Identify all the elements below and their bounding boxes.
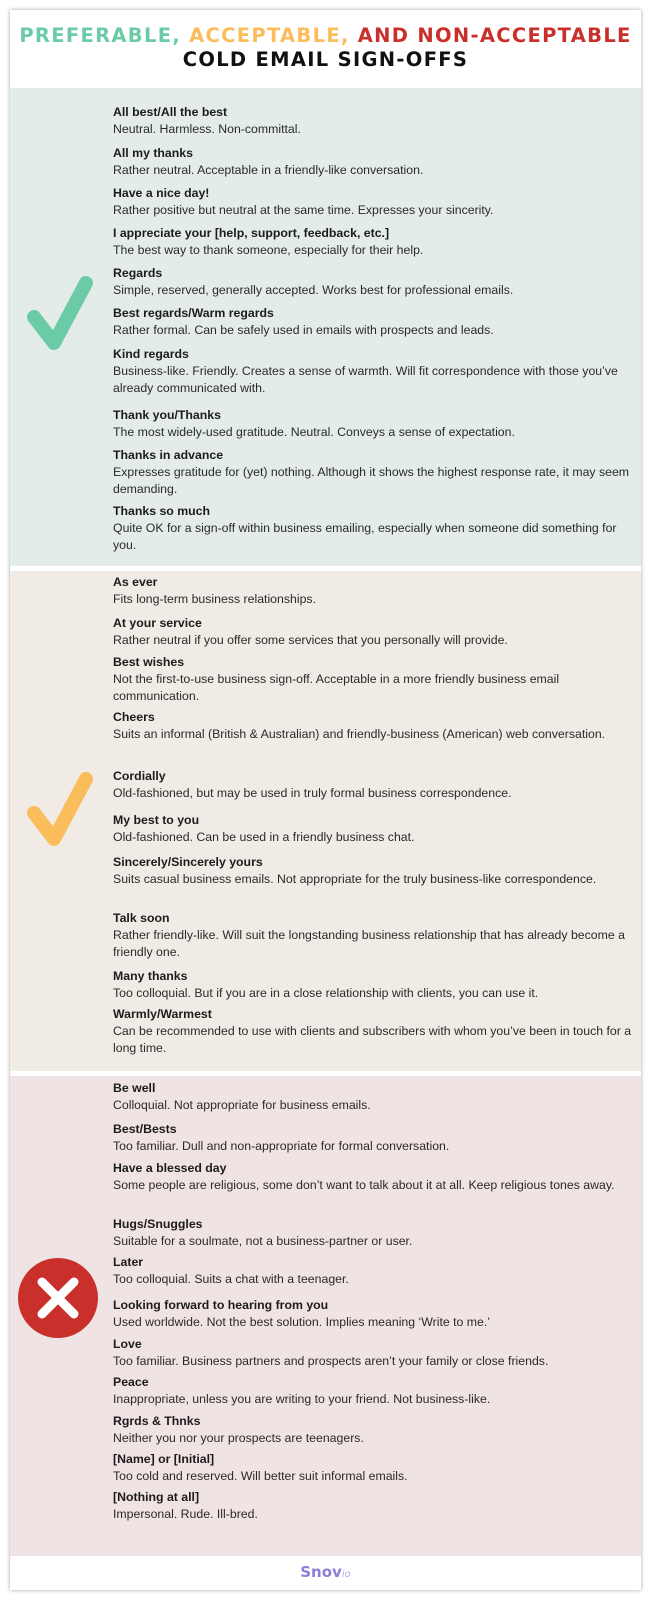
item-description: Too colloquial. But if you are in a close relationship with clients, you can use it. xyxy=(113,986,539,1000)
list-item xyxy=(113,709,633,743)
item-description: Inappropriate, unless you are writing to your friend. Not business-like. xyxy=(113,1392,491,1406)
item-title: Have a blessed day xyxy=(113,1161,227,1175)
list-item xyxy=(113,768,633,802)
list-item xyxy=(113,615,633,649)
page-title: COLD EMAIL SIGN-OFFS xyxy=(182,48,469,71)
header xyxy=(10,10,641,88)
item-description: Suitable for a soulmate, not a business-partner or user. xyxy=(113,1234,413,1248)
item-description: Rather friendly-like. Will suit the longstanding business relationship that has already become a friendly one. xyxy=(113,928,625,959)
list-item xyxy=(113,346,633,397)
item-title: Best/Bests xyxy=(113,1122,177,1136)
list-item xyxy=(113,574,633,608)
item-title: Many thanks xyxy=(113,969,188,983)
footer xyxy=(10,1556,641,1590)
list-item xyxy=(113,1006,633,1057)
item-description: Quite OK for a sign-off within business emailing, especially when someone did something for you. xyxy=(113,521,617,552)
list-item xyxy=(113,812,633,846)
title-non-acceptable: AND NON-ACCEPTABLE xyxy=(357,24,632,47)
item-description: Used worldwide. Not the best solution. Implies meaning ‘Write to me.’ xyxy=(113,1315,491,1329)
item-title: Best regards/Warm regards xyxy=(113,306,274,320)
item-title: Have a nice day! xyxy=(113,186,210,200)
item-description: The best way to thank someone, especially for their help. xyxy=(113,243,424,257)
infographic-frame xyxy=(10,10,641,1590)
list-item xyxy=(113,1216,633,1250)
list-item xyxy=(113,910,633,961)
item-title: Kind regards xyxy=(113,347,189,361)
item-description: Suits an informal (British & Australian) and friendly-business (American) web conversation. xyxy=(113,727,606,741)
item-title: Warmly/Warmest xyxy=(113,1007,212,1021)
item-description: Rather positive but neutral at the same time. Expresses your sincerity. xyxy=(113,203,494,217)
list-item xyxy=(113,1374,633,1408)
item-title: Talk soon xyxy=(113,911,170,925)
item-title: Rgrds & Thnks xyxy=(113,1414,201,1428)
item-description: Some people are religious, some don’t want to talk about it at all. Keep religious tones away. xyxy=(113,1178,615,1192)
list-item xyxy=(113,305,633,339)
list-item xyxy=(113,1160,633,1194)
item-description: Neutral. Harmless. Non-committal. xyxy=(113,122,301,136)
list-item xyxy=(113,265,633,299)
item-description: Expresses gratitude for (yet) nothing. Although it shows the highest response rate, it may seem demanding. xyxy=(113,465,630,496)
list-item xyxy=(113,1254,633,1288)
item-title: Cordially xyxy=(113,769,166,783)
logo-main-text: Snov xyxy=(300,1563,342,1581)
item-title: Looking forward to hearing from you xyxy=(113,1298,329,1312)
item-title: Thank you/Thanks xyxy=(113,408,221,422)
item-title: [Name] or [Initial] xyxy=(113,1452,215,1466)
green-checkmark-icon xyxy=(24,273,96,355)
list-item xyxy=(113,104,633,138)
item-description: Rather neutral if you offer some services that you personally will provide. xyxy=(113,633,508,647)
item-description: Impersonal. Rude. Ill-bred. xyxy=(113,1507,258,1521)
list-item xyxy=(113,654,633,705)
item-description: Not the first-to-use business sign-off. Acceptable in a more friendly business email communication. xyxy=(113,672,560,703)
item-description: Suits casual business emails. Not appropriate for the truly business-like correspondence. xyxy=(113,872,597,886)
item-description: Business-like. Friendly. Creates a sense of warmth. Will fit correspondence with those you’ve already communicated with. xyxy=(113,364,618,395)
item-title: I appreciate your [help, support, feedback, etc.] xyxy=(113,226,390,240)
snovio-logo xyxy=(10,1563,641,1581)
list-item xyxy=(113,503,633,554)
list-item xyxy=(113,968,633,1002)
preferable-section xyxy=(10,88,641,566)
title-preferable: PREFERABLE, xyxy=(19,24,182,47)
title-acceptable: ACCEPTABLE, xyxy=(189,24,350,47)
item-title: [Nothing at all] xyxy=(113,1490,200,1504)
red-cross-icon xyxy=(18,1258,98,1338)
list-item xyxy=(113,1080,633,1114)
list-item xyxy=(113,447,633,498)
list-item xyxy=(113,407,633,441)
item-description: Can be recommended to use with clients and subscribers with whom you’ve been in touch for a long time. xyxy=(113,1024,632,1055)
item-description: Too cold and reserved. Will better suit informal emails. xyxy=(113,1469,408,1483)
non-acceptable-section xyxy=(10,1076,641,1556)
item-title: Thanks in advance xyxy=(113,448,224,462)
list-item xyxy=(113,145,633,179)
item-description: Neither you nor your prospects are teenagers. xyxy=(113,1431,364,1445)
item-description: Rather formal. Can be safely used in emails with prospects and leads. xyxy=(113,323,494,337)
list-item xyxy=(113,1121,633,1155)
logo-suffix-text: io xyxy=(341,1569,351,1580)
item-title: Peace xyxy=(113,1375,149,1389)
list-item xyxy=(113,1413,633,1447)
item-title: Be well xyxy=(113,1081,156,1095)
item-description: The most widely-used gratitude. Neutral. Conveys a sense of expectation. xyxy=(113,425,515,439)
item-title: Later xyxy=(113,1255,144,1269)
item-title: My best to you xyxy=(113,813,200,827)
item-description: Rather neutral. Acceptable in a friendly-like conversation. xyxy=(113,163,424,177)
item-title: Best wishes xyxy=(113,655,185,669)
item-title: Regards xyxy=(113,266,163,280)
title-line-1 xyxy=(10,24,641,47)
list-item xyxy=(113,854,633,888)
list-item xyxy=(113,1336,633,1370)
item-title: Sincerely/Sincerely yours xyxy=(113,855,263,869)
orange-checkmark-icon xyxy=(24,769,96,851)
item-title: Love xyxy=(113,1337,142,1351)
list-item xyxy=(113,1451,633,1485)
list-item xyxy=(113,1489,633,1523)
item-description: Simple, reserved, generally accepted. Works best for professional emails. xyxy=(113,283,514,297)
item-description: Old-fashioned, but may be used in truly formal business correspondence. xyxy=(113,786,512,800)
item-description: Fits long-term business relationships. xyxy=(113,592,316,606)
item-description: Too familiar. Business partners and prospects aren’t your family or close friends. xyxy=(113,1354,549,1368)
item-description: Old-fashioned. Can be used in a friendly business chat. xyxy=(113,830,415,844)
item-description: Too familiar. Dull and non-appropriate for formal conversation. xyxy=(113,1139,450,1153)
list-item xyxy=(113,1297,633,1331)
item-description: Colloquial. Not appropriate for business emails. xyxy=(113,1098,371,1112)
item-description: Too colloquial. Suits a chat with a teenager. xyxy=(113,1272,349,1286)
item-title: All my thanks xyxy=(113,146,193,160)
item-title: As ever xyxy=(113,575,158,589)
item-title: Thanks so much xyxy=(113,504,211,518)
item-title: At your service xyxy=(113,616,202,630)
list-item xyxy=(113,185,633,219)
item-title: All best/All the best xyxy=(113,105,228,119)
list-item xyxy=(113,225,633,259)
acceptable-section xyxy=(10,571,641,1071)
item-title: Cheers xyxy=(113,710,155,724)
item-title: Hugs/Snuggles xyxy=(113,1217,203,1231)
